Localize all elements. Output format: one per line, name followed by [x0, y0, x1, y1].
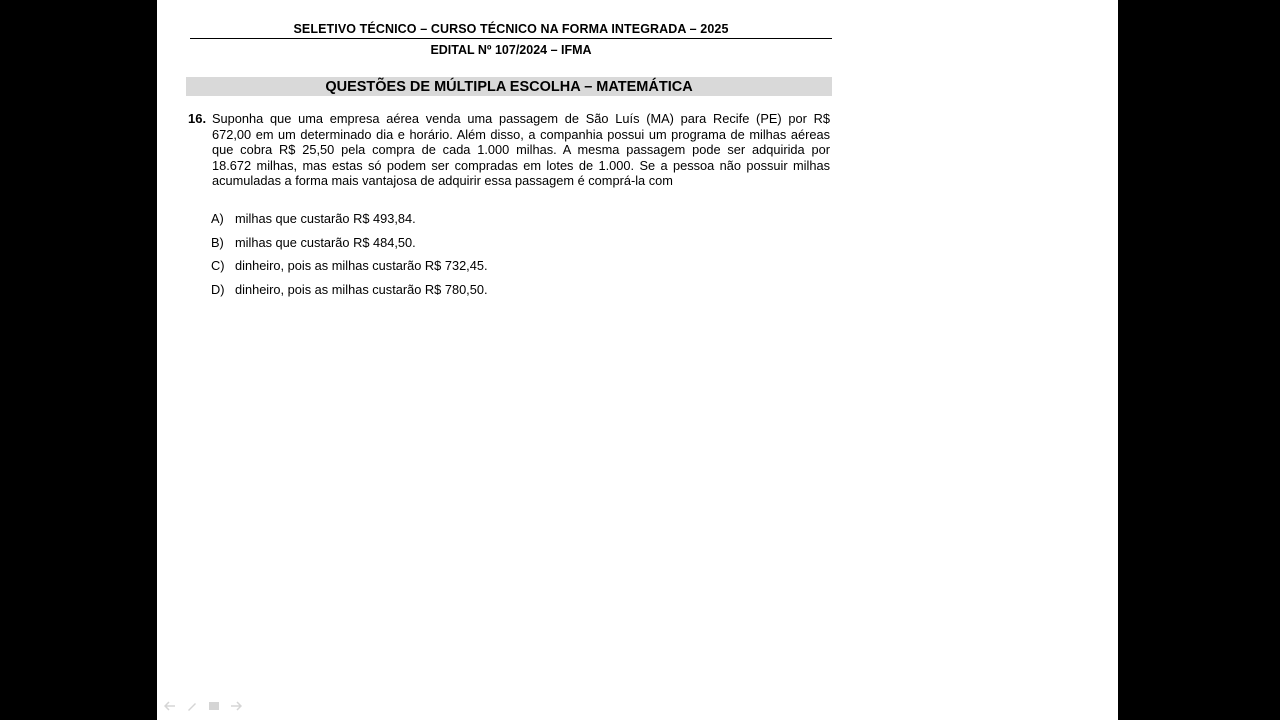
option-text: dinheiro, pois as milhas custarão R$ 732,45.	[235, 258, 488, 273]
answer-options	[211, 211, 488, 305]
arrow-left-icon[interactable]	[163, 699, 177, 713]
pen-icon[interactable]	[185, 699, 199, 713]
exam-header-title: SELETIVO TÉCNICO – CURSO TÉCNICO NA FORMA INTEGRADA – 2025	[293, 22, 729, 36]
question-line: Suponha que uma empresa aérea venda uma passagem de São Luís (MA) para Recife (PE) por R$	[212, 111, 830, 126]
option-letter: C)	[211, 258, 225, 273]
option-a	[211, 211, 488, 235]
question-line: acumuladas a forma mais vantajosa de adquirir essa passagem é comprá-la com	[212, 173, 673, 189]
header-divider	[190, 38, 832, 39]
question-line: 18.672 milhas, mas estas só podem ser compradas em lotes de 1.000. Se a pessoa não possuir milhas	[212, 157, 830, 173]
question-number: 16.	[188, 111, 207, 126]
presentation-toolbar	[163, 699, 243, 713]
option-text: dinheiro, pois as milhas custarão R$ 780,50.	[235, 281, 488, 297]
option-letter: B)	[211, 234, 224, 250]
question-line: que cobra R$ 25,50 pela compra de cada 1.000 milhas. A mesma passagem pode ser adquirida por	[212, 142, 830, 158]
menu-icon[interactable]	[207, 699, 221, 713]
document-page	[157, 0, 1118, 720]
option-b	[211, 235, 488, 259]
option-text: milhas que custarão R$ 484,50.	[235, 234, 416, 250]
question-text	[212, 111, 830, 189]
question-line: 672,00 em um determinado dia e horário. Além disso, a companhia possui um programa de milhas aéreas	[212, 126, 830, 142]
option-c	[211, 258, 488, 282]
option-d	[211, 282, 488, 306]
section-title: QUESTÕES DE MÚLTIPLA ESCOLHA – MATEMÁTICA	[186, 77, 832, 96]
option-letter: D)	[211, 281, 225, 297]
option-letter: A)	[211, 211, 224, 226]
option-text: milhas que custarão R$ 493,84.	[235, 211, 416, 226]
exam-header-edital: EDITAL Nº 107/2024 – IFMA	[430, 43, 592, 57]
arrow-right-icon[interactable]	[229, 699, 243, 713]
